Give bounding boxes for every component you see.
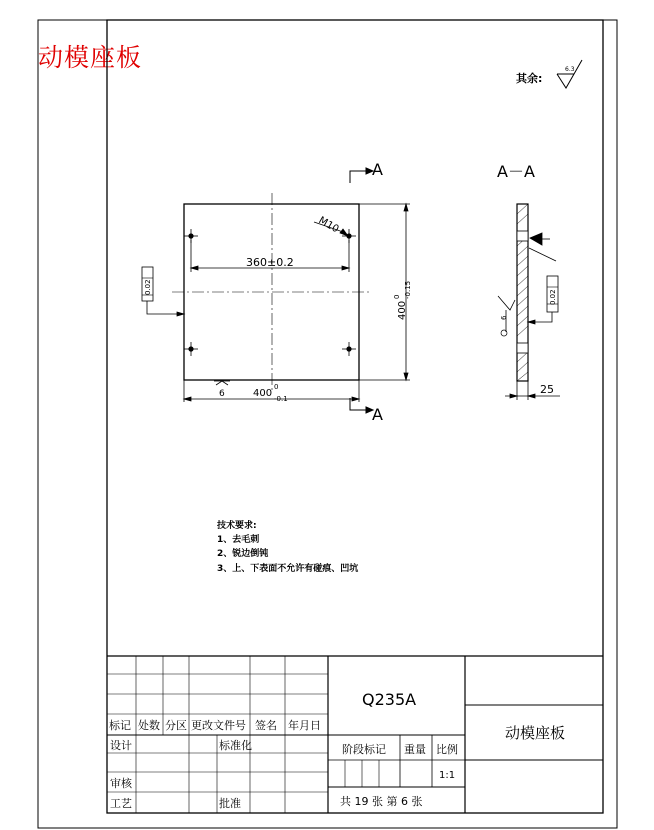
- roughness-symbol-icon: [557, 60, 582, 88]
- hole-spacing-dim: 360±0.2: [246, 256, 294, 269]
- header-mark: 标记: [109, 719, 131, 732]
- side-mark-circle: [501, 330, 507, 336]
- perp-value: 0.02: [549, 289, 557, 305]
- width-base: 400: [253, 388, 273, 399]
- section-mark-top-icon: [350, 168, 373, 183]
- weight-label: 重量: [404, 743, 426, 756]
- height-sub: -0.15: [404, 280, 412, 299]
- header-zone: 分区: [165, 719, 187, 732]
- section-mark-top-label: A: [372, 160, 383, 179]
- height-sup: 0: [393, 294, 401, 299]
- design-label: 设计: [110, 739, 132, 752]
- height-base: 400: [397, 300, 408, 320]
- roughness-value: 6.3: [565, 66, 575, 73]
- header-count: 处数: [138, 719, 160, 732]
- roughness-side-icon: [529, 248, 556, 261]
- process-label: 工艺: [110, 797, 132, 810]
- sheet-count: 共 19 张 第 6 张: [340, 795, 423, 808]
- section-plate: [517, 204, 528, 381]
- header-signature: 签名: [255, 719, 277, 732]
- flatness-leader-icon: [147, 301, 184, 316]
- section-hole-bottom: [517, 343, 528, 353]
- datum-a-icon: [530, 233, 550, 245]
- thread-callout: M10: [316, 215, 341, 236]
- section-view-title: A－A: [497, 162, 535, 181]
- roughness-mark-bottom: 6: [219, 389, 225, 399]
- standardize-label: 标准化: [219, 739, 252, 752]
- height-dimension: [393, 281, 412, 320]
- header-change-doc: 更改文件号: [191, 719, 246, 732]
- thickness-dim: 25: [540, 383, 554, 396]
- roughness-left-icon: [498, 296, 515, 332]
- header-date: 年月日: [288, 719, 321, 732]
- review-label: 审核: [110, 777, 132, 790]
- tech-req-title: 技术要求:: [217, 521, 257, 531]
- width-sup: 0: [274, 383, 279, 391]
- approve-label: 批准: [219, 797, 241, 810]
- section-hatch-icon: [517, 204, 528, 381]
- part-name: 动模座板: [505, 724, 566, 742]
- tech-req-item-2: 2、锐边倒钝: [217, 549, 269, 559]
- section-hole-top: [517, 231, 528, 241]
- section-mark-bottom-label: A: [372, 405, 383, 424]
- tech-req-item-3: 3、上、下表面不允许有碰痕、凹坑: [217, 564, 359, 574]
- material: Q235A: [362, 690, 417, 709]
- roughness-mark-side: 6: [500, 315, 508, 320]
- scale-label: 比例: [436, 743, 458, 756]
- tech-req-item-1: 1、去毛刺: [217, 535, 260, 545]
- roughness-label: 其余:: [516, 72, 543, 85]
- hole-marker-icon: [184, 229, 356, 356]
- perp-leader-icon: [528, 312, 552, 324]
- height-dimension-icon: [359, 204, 410, 380]
- flatness-value: 0.02: [144, 279, 152, 295]
- width-sub: -0.1: [274, 395, 288, 403]
- scale-value: 1:1: [439, 770, 456, 781]
- stamp-title: 动模座板: [38, 43, 143, 72]
- stage-mark-label: 阶段标记: [342, 743, 386, 756]
- roughness-mark-bottom-icon: [214, 381, 230, 385]
